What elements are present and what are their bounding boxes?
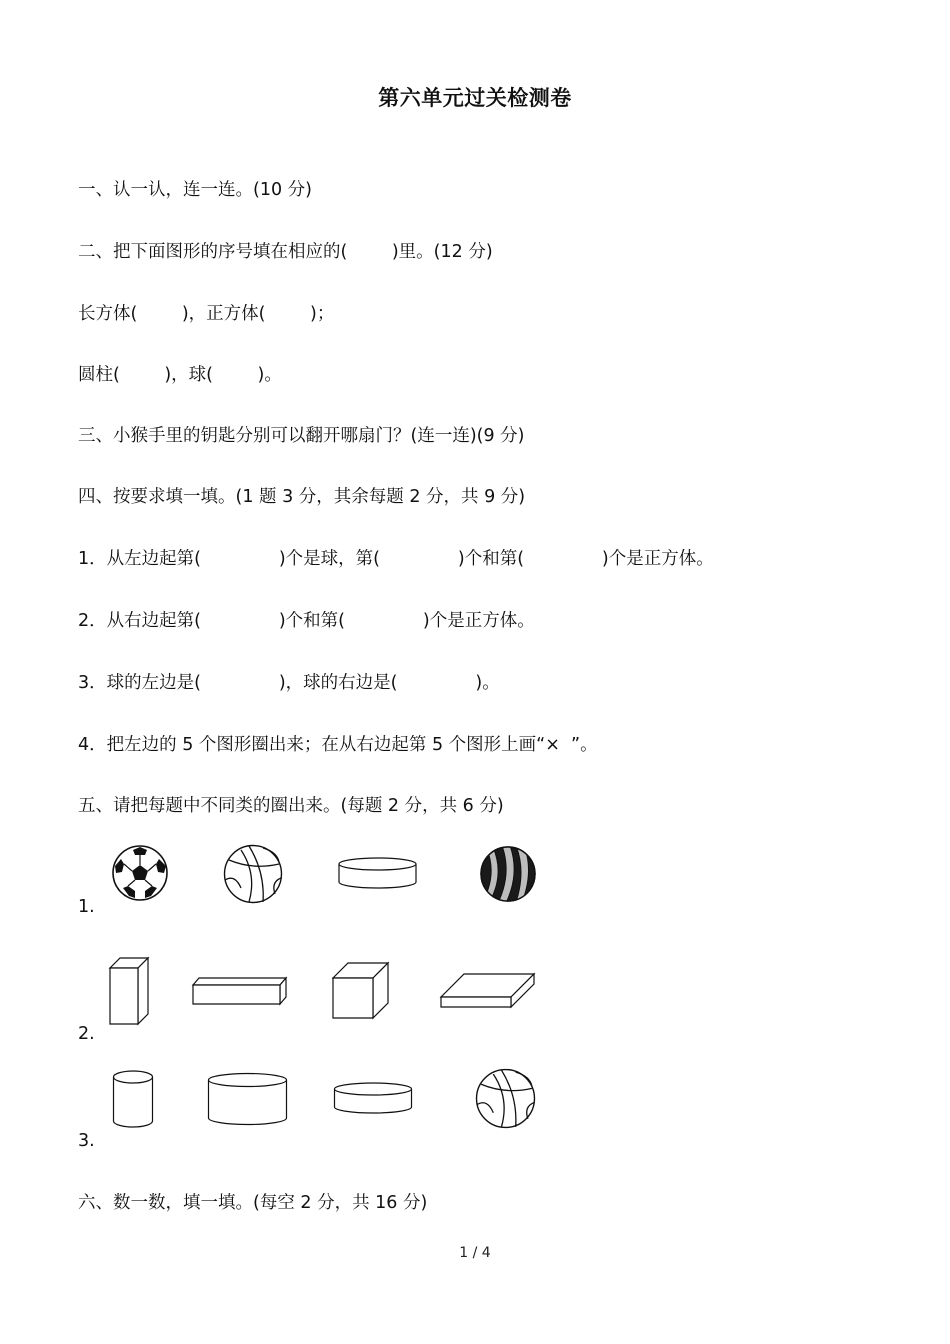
page-number: 1 / 4 (459, 1245, 491, 1261)
cylinder-tall-icon (112, 1069, 154, 1129)
group-1-label: 1. (78, 897, 95, 917)
soccer-ball-icon (111, 844, 169, 902)
question-4: 四、按要求填一填。(1 题 3 分，其余每题 2 分，共 9 分) (78, 487, 526, 507)
group-3-label: 3. (78, 1131, 95, 1151)
page-title: 第六单元过关检测卷 (378, 86, 572, 110)
question-2: 二、把下面图形的序号填在相应的( )里。(12 分) (78, 242, 493, 262)
question-4-item-1: 1．从左边起第( )个是球，第( )个和第( )个是正方体。 (78, 549, 714, 569)
cylinder-disc-icon (333, 1081, 413, 1115)
group-2-label: 2. (78, 1024, 95, 1044)
question-2-line-a: 长方体( )，正方体( )； (78, 304, 335, 324)
question-6: 六、数一数，填一填。(每空 2 分，共 16 分) (78, 1193, 428, 1213)
question-1: 一、认一认，连一连。(10 分) (78, 180, 312, 200)
cylinder-disc-icon (338, 856, 417, 890)
cylinder-wide-icon (207, 1072, 288, 1126)
basketball-icon (475, 1068, 536, 1129)
question-2-line-b: 圆柱( )，球( )。 (78, 365, 282, 385)
question-4-item-4: 4．把左边的 5 个图形圈出来；在从右边起第 5 个图形上画“× ”。 (78, 735, 598, 755)
question-3: 三、小猴手里的钥匙分别可以翻开哪扇门？(连一连)(9 分) (78, 426, 525, 446)
rectangular-prism-long-icon (192, 977, 288, 1005)
question-5: 五、请把每题中不同类的圈出来。(每题 2 分，共 6 分) (78, 796, 504, 816)
rectangular-prism-flat-icon (440, 973, 536, 1009)
striped-ball-icon (479, 845, 537, 903)
basketball-icon (223, 844, 283, 904)
question-4-item-3: 3．球的左边是( )，球的右边是( )。 (78, 673, 500, 693)
rectangular-prism-tall-icon (109, 957, 151, 1025)
question-4-item-2: 2．从右边起第( )个和第( )个是正方体。 (78, 611, 535, 631)
cube-icon (332, 962, 390, 1020)
